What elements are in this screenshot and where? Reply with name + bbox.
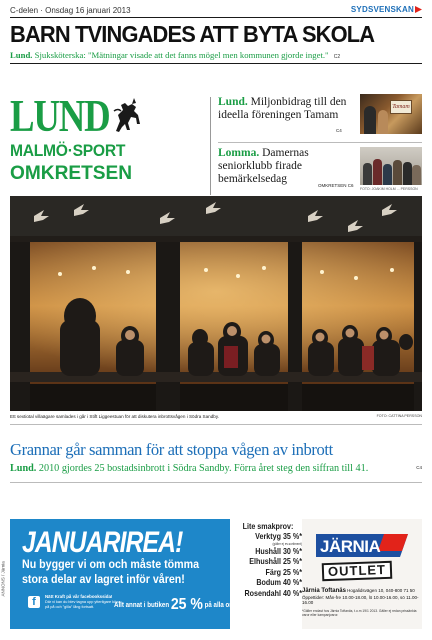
- jarnia-wordmark: JÄRNIA: [320, 537, 381, 556]
- ad-line1: Nu bygger vi om och måste tömma: [22, 557, 200, 571]
- offer-suffix: på alla ordinarie priser*: [204, 602, 274, 609]
- thumb-person: [393, 160, 402, 185]
- smak-heading: Lite smakprov:: [242, 521, 294, 531]
- jarnia-logo: [312, 532, 412, 559]
- thumb-person: [373, 159, 382, 185]
- ad-line2: stora delar av lagret inför våren!: [22, 572, 185, 586]
- thumb-credit: FOTO: JOAKIM HOLM ... PERSSON: [360, 187, 418, 191]
- teaser-thumbnail[interactable]: [360, 94, 422, 134]
- ad-store-info: [302, 588, 422, 606]
- teaser-page: C4: [336, 128, 342, 133]
- ad-rule: [10, 482, 422, 483]
- story-text: 2010 gjordes 25 bostadsinbrott i Södra Sandby. Förra året steg den siffran till 41.: [38, 463, 369, 474]
- front-subline[interactable]: [10, 50, 422, 63]
- subline-place: Lund.: [10, 50, 33, 60]
- thumb-person: [383, 164, 392, 185]
- story-place: Lund.: [10, 463, 37, 474]
- meeting-hall-photo: [10, 196, 422, 411]
- subline-page: C2: [333, 54, 341, 60]
- front-headline[interactable]: BARN TVINGADES ATT BYTA SKOLA: [10, 21, 375, 47]
- smak-label: Verktyg 35 %*: [255, 531, 302, 541]
- teaser-place: Lomma.: [218, 147, 260, 159]
- offer-prefix: Allt annat i butiken: [114, 602, 170, 609]
- section-logo-lund: LUND: [10, 90, 110, 141]
- main-photo[interactable]: [10, 196, 422, 411]
- fb-body: Där vi kan du blev tagna upp ytterligare köpa. på på och "gilla" lång fortsatt.: [45, 600, 122, 609]
- store-hours: Öppettider: Mån-fre 10.00-18.00, lö 10.00-16.00, sö 11.00-16.00: [302, 594, 419, 605]
- story-rule: [10, 424, 422, 425]
- photo-credit: FOTO: CATTINA PERSSON: [376, 414, 422, 418]
- teaser-text: Damernas seniorklubb firade bemärkelsedag: [218, 147, 309, 185]
- section-date: C-delen · Onsdag 16 januari 2013: [10, 6, 131, 15]
- masthead-text: SYDSVENSKAN: [350, 5, 414, 14]
- facebook-icon[interactable]: f: [28, 596, 40, 608]
- column-divider: [210, 97, 211, 195]
- teaser-lomma[interactable]: [218, 147, 353, 186]
- thumb-person: [378, 110, 388, 134]
- teaser-place: Lund.: [218, 96, 248, 108]
- smak-item: Rosendahl 40 %*: [244, 587, 302, 598]
- thumb-person: [364, 106, 376, 134]
- teaser-tamam[interactable]: [218, 96, 358, 122]
- store-name: Järnia Toftanäs: [302, 588, 346, 594]
- smak-item: Elhushåll 25 %*: [249, 556, 302, 567]
- ad-title: JANUARIREA!: [22, 526, 183, 559]
- smak-item: Bodum 40 %*: [256, 577, 302, 588]
- smak-list: [237, 531, 302, 599]
- ad-side-label: [0, 538, 7, 598]
- smak-item: Färg 25 %*: [265, 566, 302, 577]
- top-rule: [10, 17, 422, 18]
- ad-label-text: ANNONS / Järnia: [0, 561, 6, 597]
- section-logo-sub: MALMÖ·SPORT: [10, 141, 126, 160]
- smak-note: (gäller ej ev.sortiment): [272, 541, 302, 546]
- story-page: C4: [416, 465, 422, 470]
- offer-percent: 25 %: [170, 596, 203, 613]
- teaser-text: Miljonbidrag till den ideella föreningen Tamam: [218, 96, 347, 121]
- header-rule: [10, 63, 422, 64]
- story-headline[interactable]: Grannar går samman för att stoppa vågen av inbrott: [10, 440, 333, 459]
- masthead-flag-icon: [415, 6, 422, 13]
- store-address: Hogalidsvägen 10, 040-800 71 50: [347, 588, 415, 593]
- teaser-thumbnail[interactable]: [360, 147, 422, 185]
- section-logo-omkretsen: OMKRETSEN: [10, 162, 133, 184]
- thumb-person: [412, 165, 421, 185]
- lund-horse-icon: [110, 97, 144, 137]
- teaser-page: OMKRETSEN C6: [318, 183, 354, 188]
- thumb-sign: Tamam: [390, 100, 412, 114]
- thumb-person: [403, 162, 412, 185]
- masthead-logo: [351, 5, 422, 14]
- photo-caption: Ett sextiotal villaägare samlades i går i Stift Liggeestuan för att diskutera inbrottsvågen i Södra Sandby.: [10, 414, 220, 419]
- fb-bold: Nätt Kraft på vår facebookssida!: [45, 594, 113, 599]
- thumb-person: [363, 163, 372, 185]
- teaser-divider: [218, 142, 422, 143]
- ad-facebook-text: [45, 594, 125, 610]
- ad-fine-print: *Gäller endast hos Järnia Toftanäs, t.o.m 19/1 2013. Gäller ej redan prissänkta varor eller kampanjvaror.: [302, 609, 417, 617]
- ad-offer: [114, 596, 273, 614]
- subline-text: Sjuksköterska: "Mätningar visade att det fanns mögel men kommunen gjorde inget.": [34, 50, 329, 60]
- smak-item: [237, 531, 302, 546]
- smak-item: Hushåll 30 %*: [255, 545, 302, 556]
- story-subline[interactable]: [10, 463, 422, 475]
- outlet-stamp: OUTLET: [322, 561, 393, 581]
